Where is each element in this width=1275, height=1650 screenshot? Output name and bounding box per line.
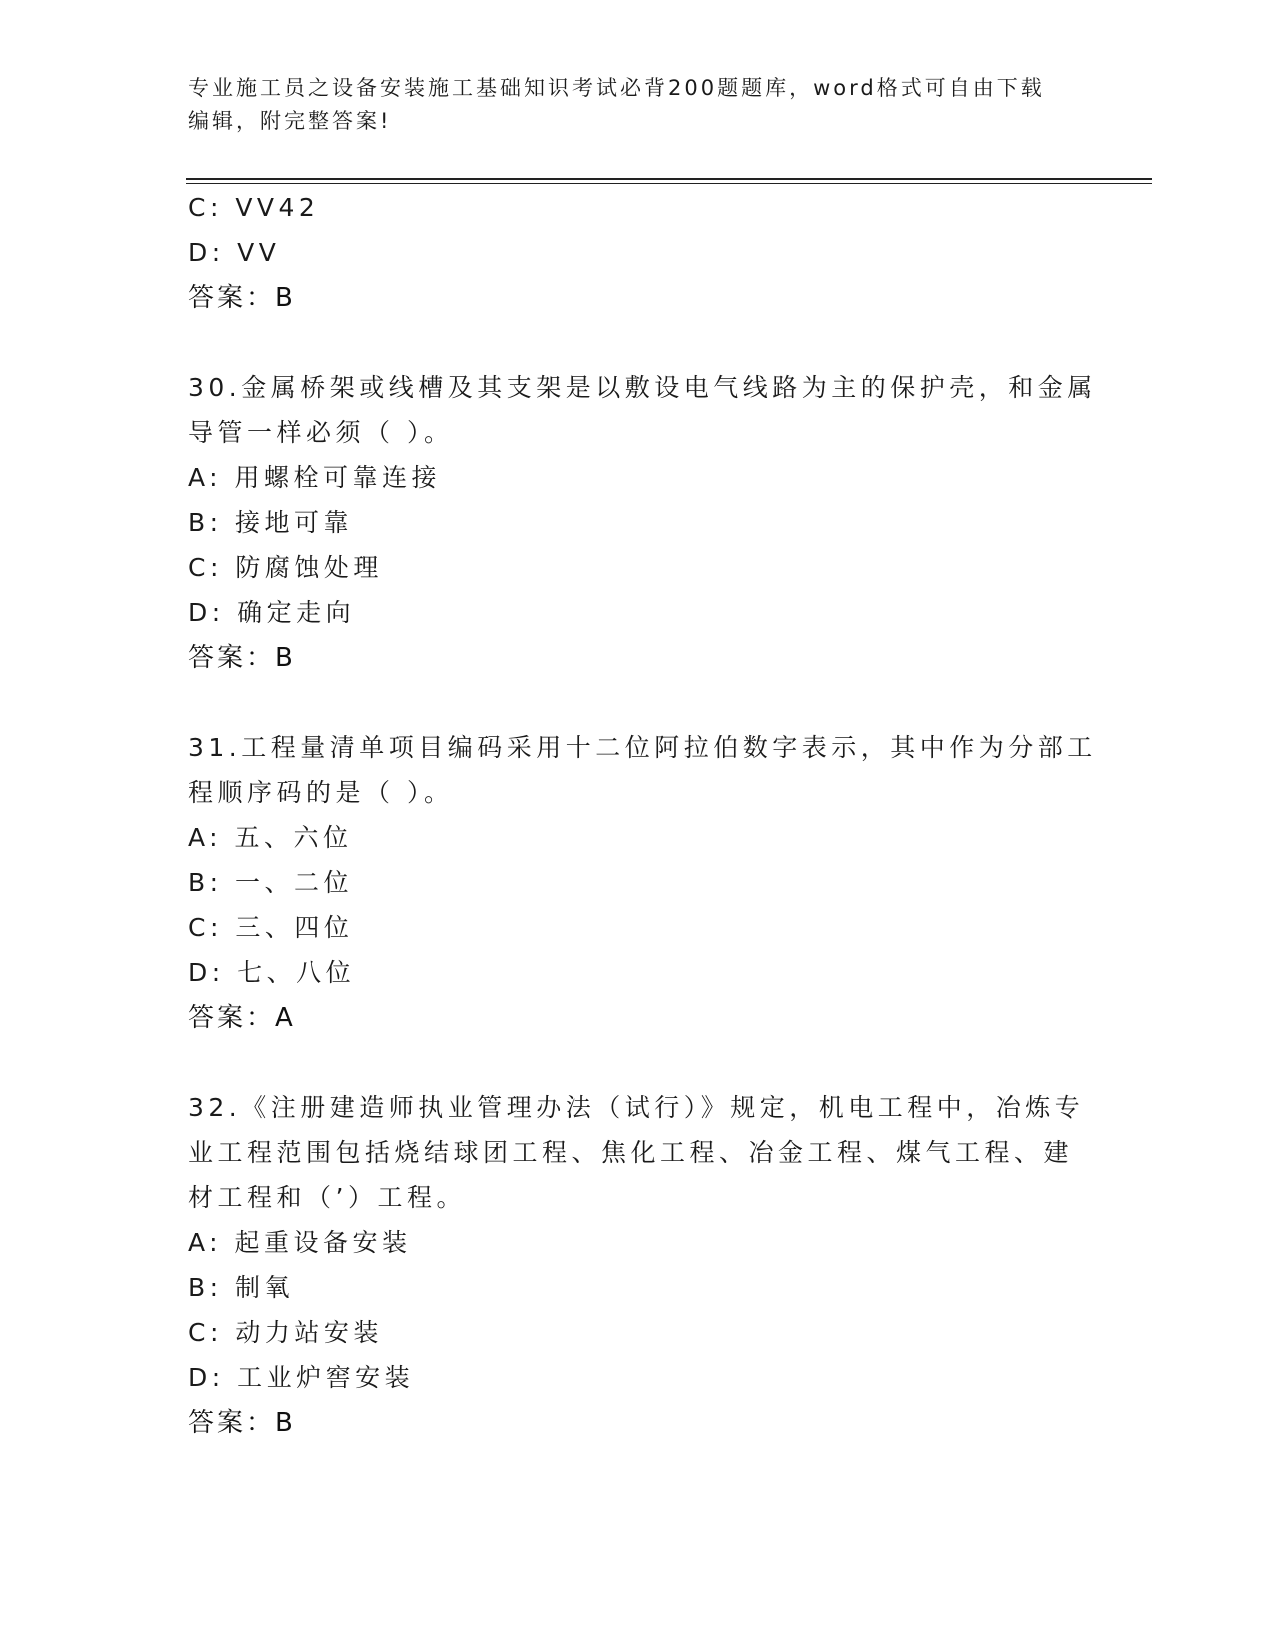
header-title-line-1: 专业施工员之设备安装施工基础知识考试必背200题题库，word格式可自由下载 [188, 76, 1045, 100]
header-title-line-2: 编辑，附完整答案! [188, 109, 392, 133]
option-d: D: VV [188, 238, 281, 267]
question-stem: 32.《注册建造师执业管理办法（试行）》规定，机电工程中，冶炼专 [188, 1093, 1085, 1122]
option-d: D: 确定走向 [188, 598, 356, 627]
option-c: C: 防腐蚀处理 [188, 553, 383, 582]
option-d: D: 工业炉窖安装 [188, 1363, 415, 1392]
answer-line: 答案：B [188, 283, 296, 313]
option-b: B: 接地可靠 [188, 508, 354, 537]
question-stem: 31.工程量清单项目编码采用十二位阿拉伯数字表示，其中作为分部工 [188, 733, 1097, 762]
option-b: B: 制氧 [188, 1273, 295, 1302]
question-stem: 程顺序码的是（ ）。 [188, 778, 454, 807]
answer-line: 答案：A [188, 1003, 296, 1033]
question-stem: 30.金属桥架或线槽及其支架是以敷设电气线路为主的保护壳，和金属 [188, 373, 1097, 402]
option-c: C: 动力站安装 [188, 1318, 383, 1347]
option-d: D: 七、八位 [188, 958, 356, 987]
question-stem: 业工程范围包括烧结球团工程、焦化工程、冶金工程、煤气工程、建 [188, 1138, 1074, 1167]
option-b: B: 一、二位 [188, 868, 354, 897]
option-c: C: 三、四位 [188, 913, 354, 942]
option-a: A: 用螺栓可靠连接 [188, 463, 442, 492]
question-stem: 材工程和（’）工程。 [188, 1183, 466, 1212]
question-stem: 导管一样必须（ ）。 [188, 418, 454, 447]
option-a: A: 五、六位 [188, 823, 353, 852]
header-divider-thick [186, 178, 1152, 180]
answer-line: 答案：B [188, 1408, 296, 1438]
answer-line: 答案：B [188, 643, 296, 673]
document-header [188, 72, 1068, 138]
option-c: C: VV42 [188, 193, 320, 222]
option-a: A: 起重设备安装 [188, 1228, 412, 1257]
header-divider-thin [186, 183, 1152, 184]
